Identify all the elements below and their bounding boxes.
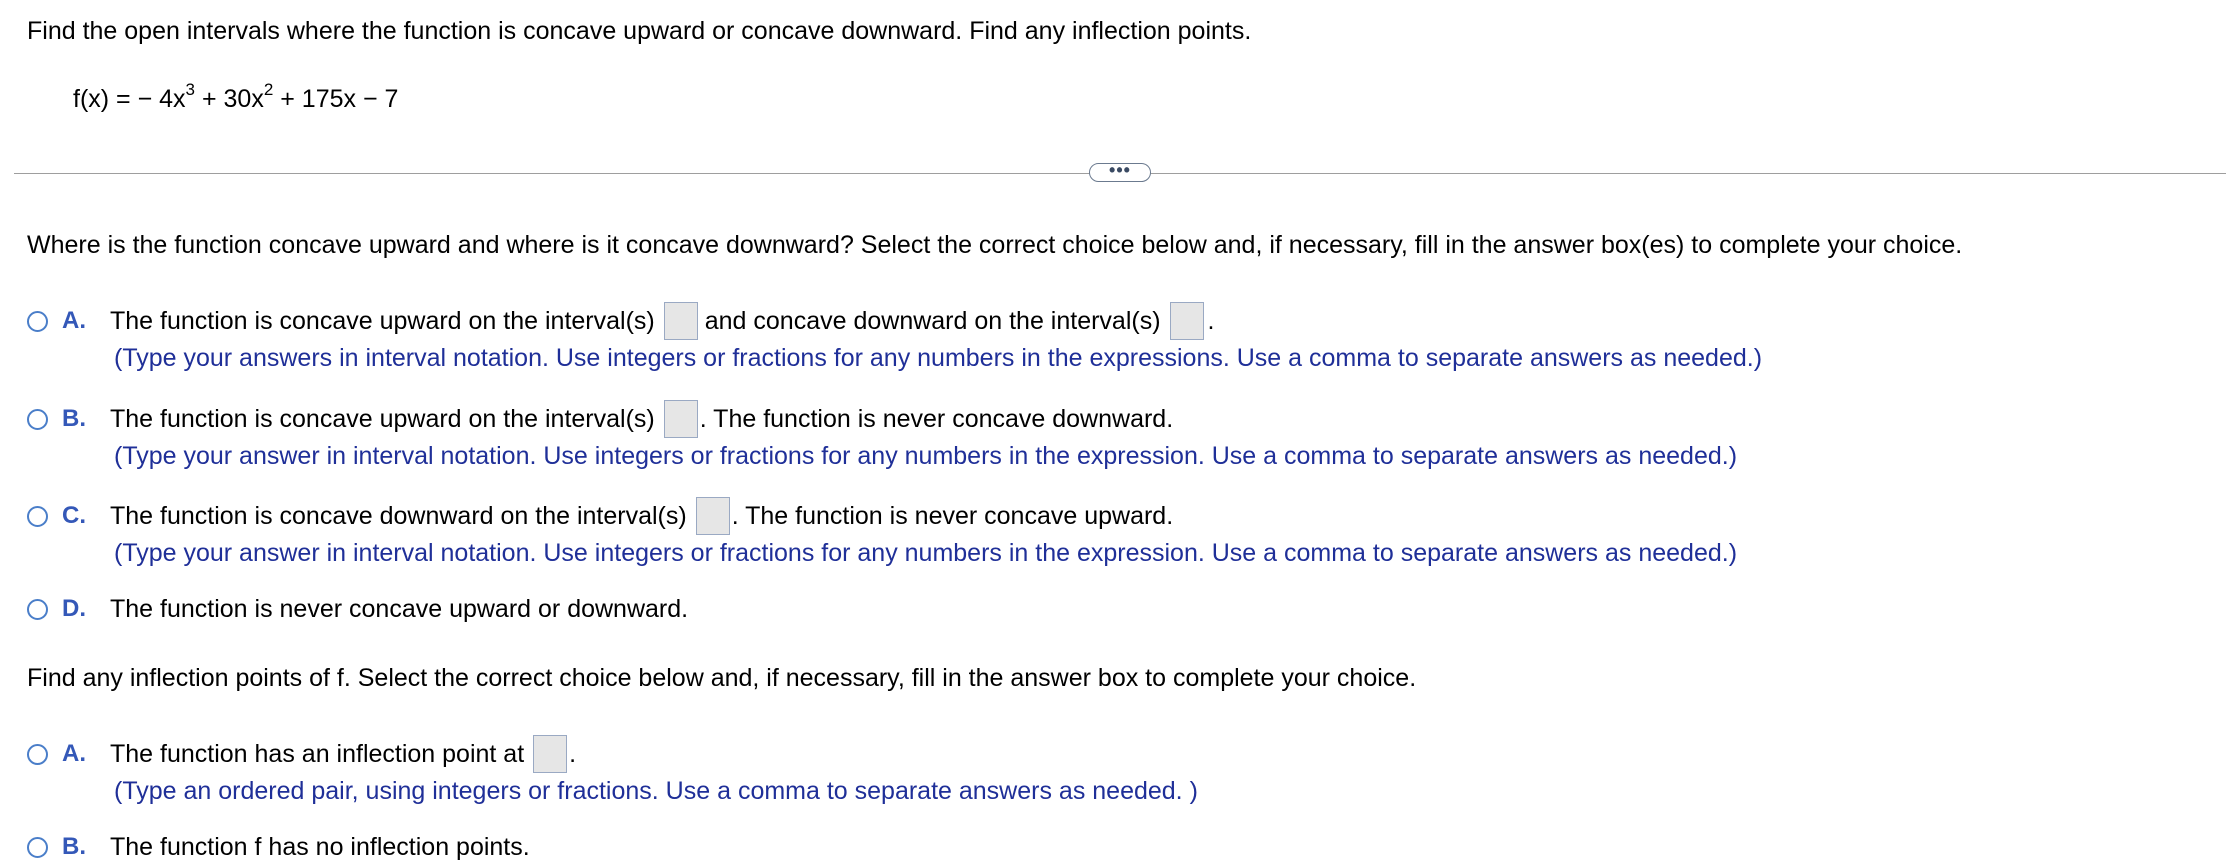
concavity-choice-c[interactable]	[27, 496, 1173, 536]
inflection-question: Find any inflection points of f. Select the correct choice below and, if necessary, fill in the answer box to complete your choice.	[27, 664, 1417, 692]
choice-text: The function is never concave upward or downward.	[110, 594, 689, 623]
choice-text-after: . The function is never concave upward.	[731, 501, 1174, 530]
choice-letter: B.	[62, 833, 86, 860]
choice-text-middle: and concave downward on the interval(s)	[704, 306, 1161, 335]
choice-b-hint: (Type your answer in interval notation. Use integers or fractions for any numbers in the expression. Use a comma to separate answers as needed.)	[114, 442, 1738, 470]
inflection-choice-a-hint: (Type an ordered pair, using integers or fractions. Use a comma to separate answers as needed. )	[114, 777, 1198, 805]
choice-text-before: The function is concave upward on the interval(s)	[110, 404, 655, 433]
choice-c-hint: (Type your answer in interval notation. Use integers or fractions for any numbers in the expression. Use a comma to separate answers as needed.)	[114, 539, 1738, 567]
problem-prompt: Find the open intervals where the function is concave upward or concave downward. Find any inflection points.	[27, 17, 1252, 45]
concavity-choice-d[interactable]	[27, 589, 688, 629]
function-expression	[73, 79, 399, 116]
choice-text	[110, 400, 1173, 438]
choice-letter: A.	[62, 307, 86, 334]
concavity-question: Where is the function concave upward and where is it concave downward? Select the correct choice below and, if necessary, fill in the answer box(es) to complete your choice.	[27, 231, 1963, 259]
inflection-point-answer-box[interactable]	[533, 735, 567, 773]
choice-text-after: .	[1207, 306, 1215, 335]
choice-letter: A.	[62, 740, 86, 767]
function-mid: + 30x	[195, 85, 264, 113]
choice-text-before: The function has an inflection point at	[110, 739, 525, 768]
choice-text	[110, 735, 576, 773]
inflection-choice-a[interactable]	[27, 734, 576, 774]
choice-letter: B.	[62, 405, 86, 432]
choice-text-before: The function is concave downward on the interval(s)	[110, 501, 687, 530]
radio-button[interactable]	[27, 744, 48, 765]
concave-down-answer-box[interactable]	[1170, 302, 1204, 340]
choice-letter: D.	[62, 595, 86, 622]
ellipsis-icon: •••	[1109, 159, 1131, 180]
exponent-3: 3	[185, 79, 196, 99]
choice-letter: C.	[62, 502, 86, 529]
inflection-choice-b[interactable]	[27, 827, 530, 867]
concave-up-answer-box[interactable]	[664, 400, 698, 438]
function-rhs: + 175x − 7	[273, 85, 399, 113]
radio-button[interactable]	[27, 409, 48, 430]
function-lhs: f(x) = − 4x	[73, 85, 186, 113]
choice-a-hint: (Type your answers in interval notation. Use integers or fractions for any numbers in the expressions. Use a comma to separate answers as needed.)	[114, 344, 1763, 372]
choice-text	[110, 497, 1173, 535]
radio-button[interactable]	[27, 599, 48, 620]
choice-text-after: . The function is never concave downward.	[699, 404, 1174, 433]
concave-up-answer-box[interactable]	[664, 302, 698, 340]
choice-text-before: The function is concave upward on the interval(s)	[110, 306, 655, 335]
exponent-2: 2	[263, 79, 274, 99]
concavity-choice-a[interactable]	[27, 301, 1215, 341]
concavity-choice-b[interactable]	[27, 399, 1173, 439]
concave-down-answer-box[interactable]	[696, 497, 730, 535]
choice-text-after: .	[569, 739, 577, 768]
choice-text: The function f has no inflection points.	[110, 832, 530, 861]
choice-text	[110, 302, 1215, 340]
radio-button[interactable]	[27, 837, 48, 858]
show-more-button[interactable]	[1089, 159, 1151, 182]
radio-button[interactable]	[27, 311, 48, 332]
radio-button[interactable]	[27, 506, 48, 527]
